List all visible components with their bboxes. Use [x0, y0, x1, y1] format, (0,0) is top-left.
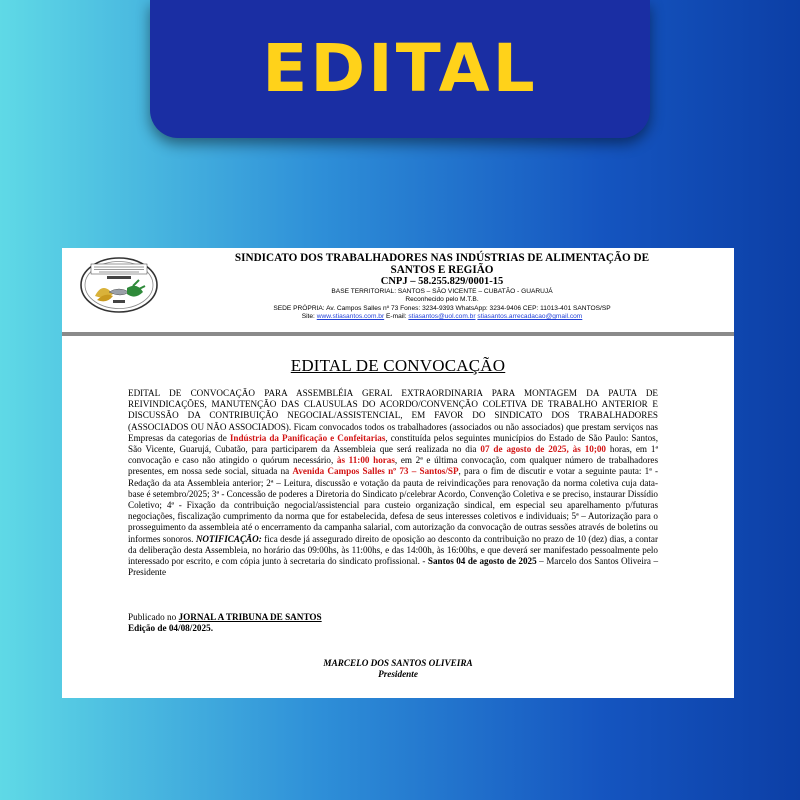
signature-block [62, 658, 734, 680]
body-part-6: fica desde já assegurado direito de oposição ao desconto da contribuição no prazo de 10 (dez) dias, a contar da deliberação desta Assembleia, no horário das 09:00hs, às 11:00hs, e das 14:00h, às 16:00hs, e que deverá ser manifestado pessoalmente pelo interessado por escrito, e com cópia junto à secretaria do sindicato profissional. - [128, 533, 658, 567]
notification-label: NOTIFICAÇÃO: [195, 533, 262, 544]
body-part-4: , em 2ª e última convocação, com qualquer número de trabalhadores presentes, em nossa sede social, situada na [128, 455, 658, 477]
address-line: SEDE PRÓPRIA: Av. Campos Salles nº 73 Fones: 3234-9393 WhatsApp: 3234-9406 CEP: 11013-401 SANTOS/SP [273, 304, 611, 312]
recognition: Reconhecido pelo M.T.B. [405, 296, 479, 304]
body-part-2: , constituída pelos seguintes municípios do Estado de São Paulo: Santos, São Vicente, Guarujá, Cubatão, para participarem da Assembleia que será realizada no dia [128, 432, 658, 455]
header-divider [62, 332, 734, 336]
date-highlight: 07 de agosto de 2025, às 10;00 [480, 444, 606, 455]
title-banner [150, 0, 650, 138]
email-link-2[interactable]: stiasantos.arrecadacao@gmail.com [477, 312, 583, 320]
body-part-1: EDITAL DE CONVOCAÇÃO PARA ASSEMBLÉIA GERAL EXTRAORDINARIA PARA MONTAGEM DA PAUTA DE REIVINDICAÇÕES, MANUTENÇÃO DAS CLAUSULAS DO ACORDO/CONVENÇÃO COLETIVA DE TRABALHO ANTERIOR E DISCUSSÃO DA CONTRIBUIÇÃO NEGOCIAL/ASSISTENCIAL, EM FAVOR DO SINDICATO DOS TRABALHADORES (ASSOCIADOS OU NÃO ASSOCIADOS). Ficam convocados todos os trabalhadores (associados ou não associados) que prestam serviços nas Empresas da categorias de [128, 388, 658, 443]
site-label: Site: [301, 312, 315, 320]
edital-body [128, 388, 658, 578]
newspaper-name: JORNAL A TRIBUNA DE SANTOS [178, 612, 322, 622]
contact-line [162, 313, 722, 321]
email-link-1[interactable]: stiasantos@uol.com.br [408, 312, 476, 320]
edital-document [62, 248, 734, 698]
site-link[interactable]: www.stiasantos.com.br [316, 312, 385, 320]
banner-title: EDITAL [262, 30, 538, 107]
document-title: EDITAL DE CONVOCAÇÃO [290, 356, 506, 375]
union-logo-icon [79, 256, 159, 314]
signatory-role: Presidente [378, 669, 418, 679]
body-part-5: , para o fim de discutir e votar a seguinte pauta: 1ª - Redação da ata Assembleia anterior; 2ª – Leitura, discussão e votação da pauta de reivindicações para renovação da norma coletiva cuja data-base é setembro/2025; 3ª - Concessão de poderes a Diretoria do Sindicato p/celebrar Acordo, Convenção Coletiva e se preciso, instaurar Dissídio Coletivo; 4ª - Fixação da contribuição negocial/assistencial para custeio organização sindical, em especial seu aparelhamento p/futuras negociações, fiscalização cumprimento da norma que for estabelecida, defesa de seus interesses coletivos e individuais; 5ª – Autorização para o prosseguimento da assembleia até o encerramento da campanha salarial, com autorização da convocação de outras sessões através de boletins ou informes sonoros. [128, 466, 658, 544]
edition-date: Edição de 04/08/2025. [128, 623, 213, 633]
org-name-line1: SINDICATO DOS TRABALHADORES NAS INDÚSTRIAS DE ALIMENTAÇÃO DE [234, 252, 650, 264]
category-highlight: Indústria da Panificação e Confeitarias [229, 432, 386, 443]
letterhead-text [162, 252, 722, 321]
body-part-7: – Marcelo dos Santos Oliveira – Presidente [128, 556, 659, 578]
cnpj: CNPJ – 58.255.829/0001-15 [380, 276, 504, 287]
org-name-line2: SANTOS E REGIÃO [390, 264, 494, 276]
publication-info [128, 612, 322, 634]
email-label: E-mail: [386, 312, 407, 320]
signatory-name: MARCELO DOS SANTOS OLIVEIRA [323, 658, 473, 668]
place-date: Santos 04 de agosto de 2025 [427, 556, 537, 567]
second-call-highlight: às 11:00 horas [336, 455, 395, 466]
letterhead [62, 248, 734, 332]
publication-prefix: Publicado no [128, 612, 179, 622]
body-part-3: horas, em 1ª convocação e caso não atingido o quórum necessário, [128, 444, 658, 466]
territorial-base: BASE TERRITORIAL: SANTOS – SÃO VICENTE – CUBATÃO - GUARUJÁ [331, 288, 553, 295]
address-highlight: Avenida Campos Salles nº 73 – Santos/SP [292, 466, 459, 477]
